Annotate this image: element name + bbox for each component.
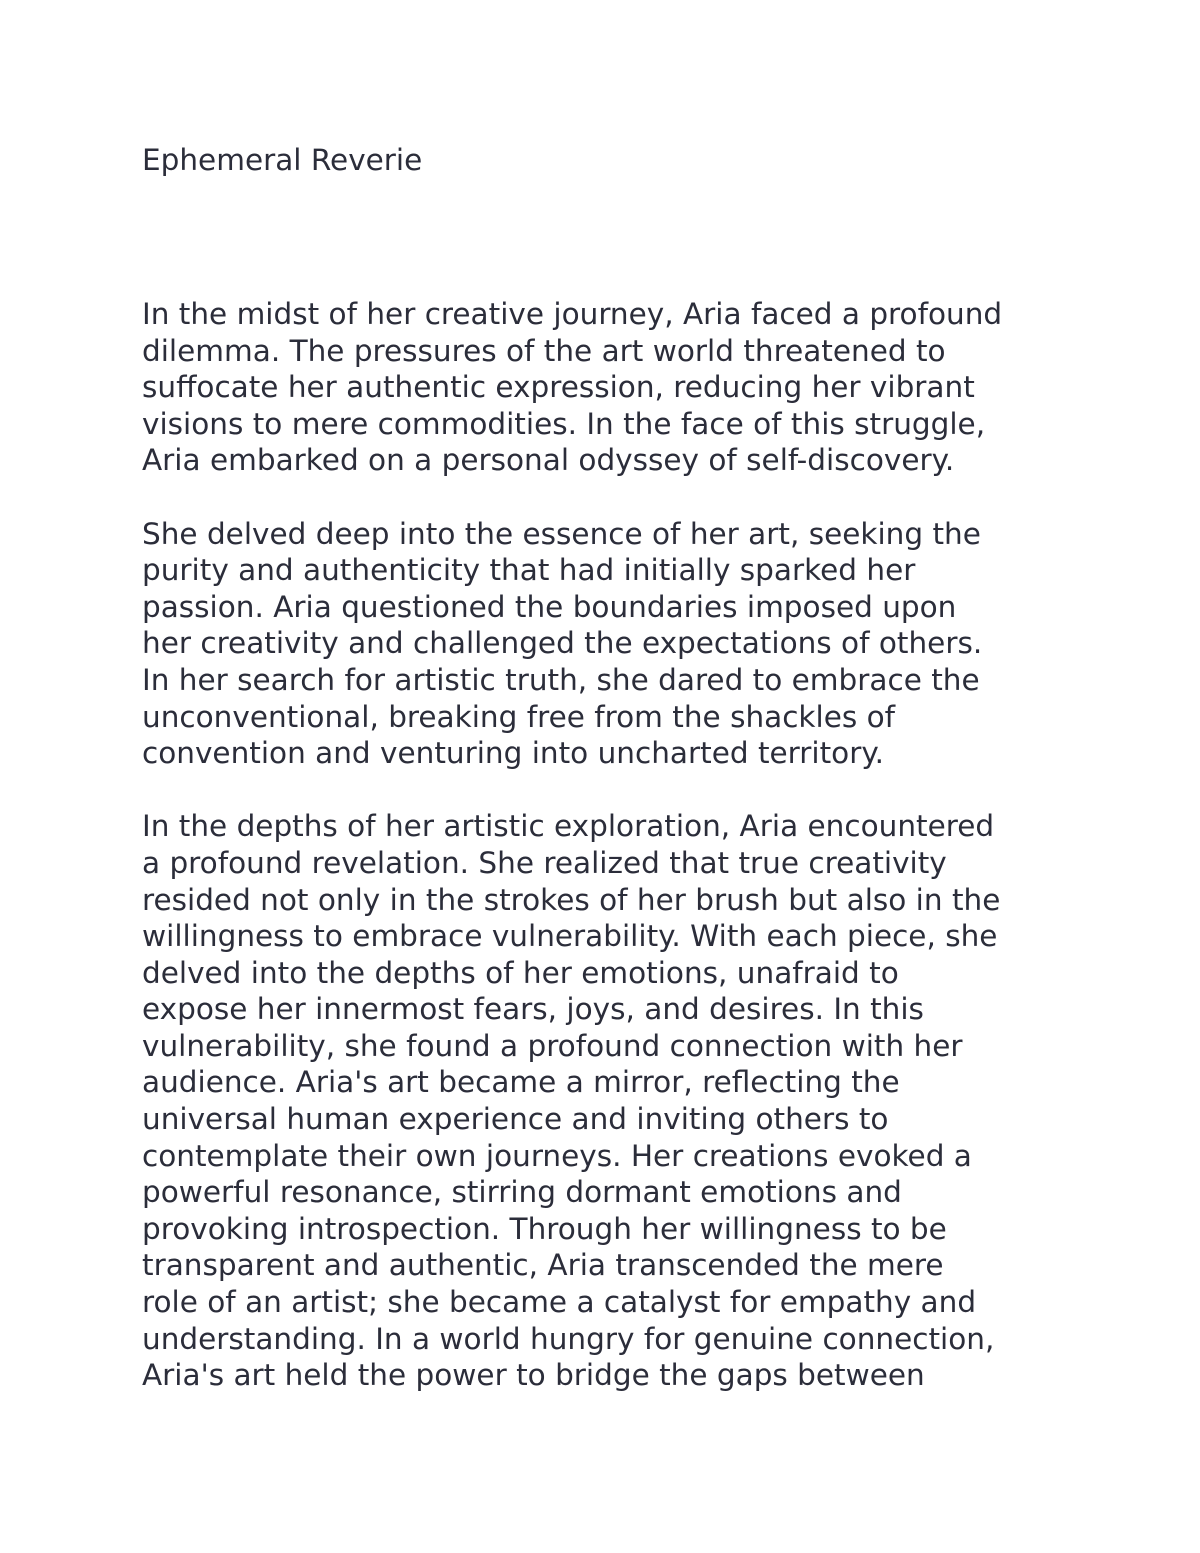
text-line: transparent and authentic, Aria transcended the mere: [142, 1248, 944, 1283]
text-line: passion. Aria questioned the boundaries imposed upon: [142, 589, 957, 624]
text-line: audience. Aria's art became a mirror, reflecting the: [142, 1065, 900, 1100]
document-title: Ephemeral Reverie: [142, 143, 423, 177]
text-line: dilemma. The pressures of the art world threatened to: [142, 333, 946, 368]
paragraph-2: [142, 516, 1072, 772]
text-line: visions to mere commodities. In the face of this struggle,: [142, 406, 986, 441]
text-line: Aria embarked on a personal odyssey of self-discovery.: [142, 443, 955, 478]
paragraph-3: [142, 808, 1072, 1394]
text-line: vulnerability, she found a profound connection with her: [142, 1028, 963, 1063]
text-line: unconventional, breaking free from the shackles of: [142, 699, 896, 734]
text-line: In the depths of her artistic exploration, Aria encountered: [142, 809, 995, 844]
text-line: suffocate her authentic expression, reducing her vibrant: [142, 370, 975, 405]
text-line: purity and authenticity that had initially sparked her: [142, 553, 916, 588]
text-line: willingness to embrace vulnerability. With each piece, she: [142, 919, 998, 954]
text-line: In the midst of her creative journey, Aria faced a profound: [142, 297, 1003, 331]
text-line: expose her innermost fears, joys, and desires. In this: [142, 992, 924, 1027]
text-line: universal human experience and inviting others to: [142, 1102, 889, 1137]
text-line: She delved deep into the essence of her art, seeking the: [142, 516, 981, 551]
text-line: resided not only in the strokes of her brush but also in the: [142, 882, 1001, 917]
text-line: provoking introspection. Through her willingness to be: [142, 1211, 947, 1246]
text-line: a profound revelation. She realized that true creativity: [142, 845, 947, 880]
text-line: contemplate their own journeys. Her creations evoked a: [142, 1138, 972, 1173]
text-line: delved into the depths of her emotions, unafraid to: [142, 955, 899, 990]
text-line: understanding. In a world hungry for genuine connection,: [142, 1321, 995, 1356]
text-line: powerful resonance, stirring dormant emotions and: [142, 1175, 902, 1210]
text-line: In her search for artistic truth, she dared to embrace the: [142, 662, 980, 697]
text-line: Aria's art held the power to bridge the gaps between: [142, 1358, 925, 1393]
text-line: convention and venturing into uncharted territory.: [142, 736, 884, 771]
paragraph-1: [142, 296, 1072, 479]
text-line: her creativity and challenged the expectations of others.: [142, 626, 983, 661]
text-line: role of an artist; she became a catalyst for empathy and: [142, 1285, 977, 1320]
document-body: [142, 138, 1072, 1394]
